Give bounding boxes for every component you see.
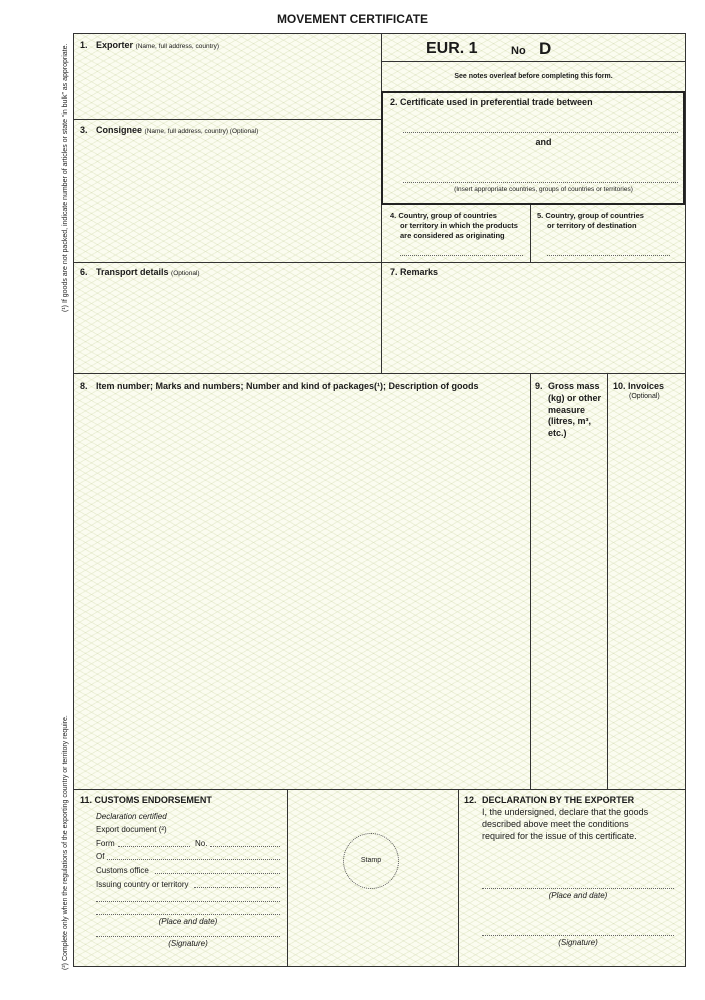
box3-title — [96, 125, 258, 137]
box4-line: are considered as originating — [400, 231, 505, 240]
box5-line-fill — [547, 255, 670, 256]
notes-overleaf: See notes overleaf before completing this form. — [454, 73, 613, 80]
divider — [73, 373, 686, 374]
divider — [73, 119, 381, 120]
issuing-country-label: Issuing country or territory — [96, 880, 189, 889]
divider — [287, 789, 288, 967]
box3-number: 3. — [80, 125, 88, 135]
customs-office-label: Customs office — [96, 866, 149, 875]
box9-line: (kg) or other — [548, 393, 601, 403]
side-note-bottom: (²) Complete only when the regulations of the exporting country or territory require. — [62, 715, 69, 970]
customs-office-field[interactable] — [155, 873, 280, 874]
box1-title — [96, 40, 219, 52]
divider — [530, 373, 531, 789]
box4-line-fill — [400, 255, 523, 256]
box3-subtitle: (Name, full address, country) (Optional) — [144, 128, 259, 135]
box12-text-line: described above meet the conditions — [482, 819, 629, 829]
box2-and: and — [535, 137, 552, 147]
series-letter: D — [539, 39, 552, 58]
of-field[interactable] — [107, 859, 280, 860]
box7-title: 7. Remarks — [390, 267, 439, 277]
box12-number: 12. — [464, 795, 477, 805]
box9-line: etc.) — [548, 428, 567, 438]
eur1-label: EUR. 1 — [426, 40, 478, 57]
number-label: No — [511, 45, 526, 57]
form-title: MOVEMENT CERTIFICATE — [276, 12, 429, 26]
box2-hint: (Insert appropriate countries, groups of countries or territories) — [454, 186, 633, 193]
issuing-country-field-2[interactable] — [96, 901, 280, 902]
box11-place-date: (Place and date) — [158, 917, 218, 926]
export-document-label: Export document (²) — [96, 825, 167, 834]
box4-line: 4. Country, group of countries — [390, 211, 497, 220]
box1-number: 1. — [80, 40, 88, 50]
box12-place-date-field[interactable] — [482, 888, 674, 889]
box8-title: Item number; Marks and numbers; Number and kind of packages(¹); Description of goods — [96, 381, 479, 391]
no-label: No. — [195, 839, 208, 848]
box2-line-1 — [403, 132, 678, 133]
place-date-field[interactable] — [96, 914, 280, 915]
box5-line: 5. Country, group of countries — [537, 211, 644, 220]
divider — [73, 789, 686, 790]
box6-number: 6. — [80, 267, 88, 277]
box8-number: 8. — [80, 381, 88, 391]
declaration-certified: Declaration certified — [96, 812, 167, 821]
box9-line: measure — [548, 405, 586, 415]
signature-field[interactable] — [96, 936, 280, 937]
divider — [458, 789, 459, 967]
box5-line: or territory of destination — [547, 221, 637, 230]
divider — [73, 262, 686, 263]
divider — [530, 205, 531, 262]
box6-title-text: Transport details — [96, 267, 169, 277]
divider — [607, 373, 608, 789]
box1-title-text: Exporter — [96, 40, 134, 50]
box2-line-2 — [403, 182, 678, 183]
stamp-label: Stamp — [360, 857, 382, 864]
side-note-top: (¹) If goods are not packed, indicate number of articles or state “in bulk” as appropriate. — [62, 43, 69, 312]
box9-line: Gross mass — [548, 381, 600, 391]
box3-title-text: Consignee — [96, 125, 143, 135]
box6-title — [96, 267, 200, 279]
box12-signature-field[interactable] — [482, 935, 674, 936]
box9-line: (litres, m³, — [548, 416, 592, 426]
box12-place-date: (Place and date) — [548, 891, 608, 900]
box4-line: or territory in which the products — [400, 221, 518, 230]
box12-text-line: required for the issue of this certificate. — [482, 831, 637, 841]
box12-signature: (Signature) — [558, 938, 598, 947]
of-label: Of — [96, 852, 105, 861]
issuing-country-field[interactable] — [194, 887, 280, 888]
form-label: Form — [96, 839, 115, 848]
no-field[interactable] — [210, 846, 280, 847]
box11-signature: (Signature) — [168, 939, 208, 948]
box11-title: 11. CUSTOMS ENDORSEMENT — [80, 795, 212, 805]
box6-subtitle: (Optional) — [171, 270, 200, 277]
box1-subtitle: (Name, full address, country) — [135, 43, 219, 50]
box2-title: 2. Certificate used in preferential trade between — [390, 97, 593, 107]
form-field[interactable] — [118, 846, 190, 847]
box9-number: 9. — [535, 381, 543, 391]
divider — [381, 61, 686, 62]
box12-title: DECLARATION BY THE EXPORTER — [482, 795, 635, 805]
box10-subtitle: (Optional) — [629, 393, 660, 400]
box10-title: 10. Invoices — [613, 381, 665, 391]
box12-text-line: I, the undersigned, declare that the goods — [482, 807, 649, 817]
